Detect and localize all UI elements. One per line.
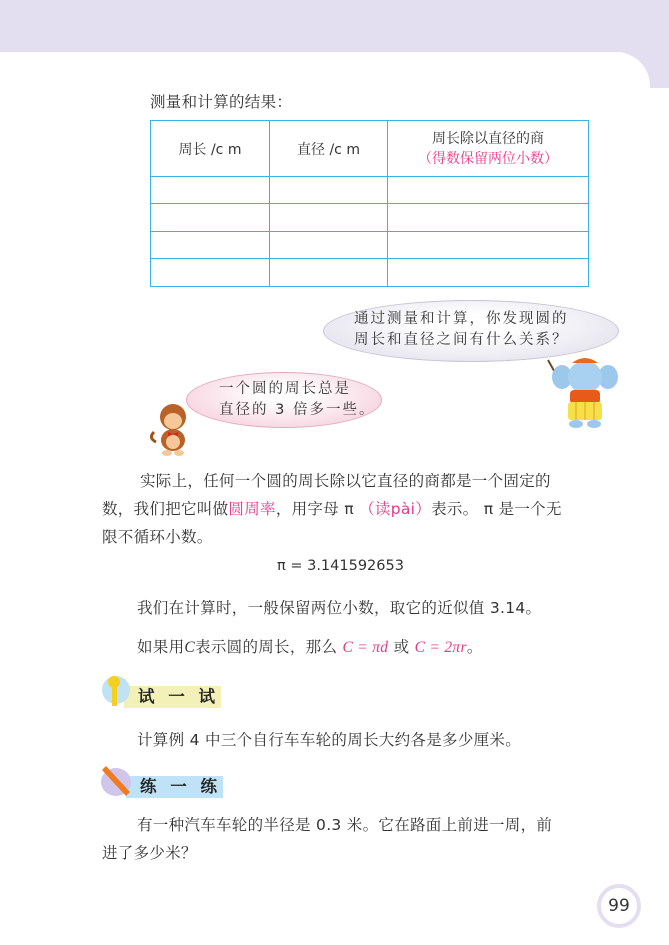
elephant-illustration	[540, 355, 620, 430]
text: 如果用	[137, 638, 185, 656]
monkey-bubble-text	[219, 379, 375, 421]
header-diameter: 直径 /c m	[270, 121, 388, 177]
monkey-illustration	[148, 402, 198, 458]
bubble-line: 一个圆的周长总是	[219, 381, 351, 397]
text: 表示。 π 是一个无	[431, 500, 562, 518]
var-c: C	[184, 639, 196, 656]
header-circumference: 周长 /c m	[151, 121, 270, 177]
table-row	[151, 204, 589, 232]
tab-corner	[560, 52, 650, 112]
bubble-line: 通过测量和计算，你发现圆的	[354, 311, 569, 327]
table-row	[151, 259, 589, 287]
practice-heading: 练 一 练	[126, 776, 223, 798]
approx-text: 我们在计算时，一般保留两位小数，取它的近似值 3.14。	[137, 599, 542, 617]
text: 。	[466, 638, 483, 656]
header-band	[0, 0, 669, 52]
text: 数，我们把它叫做	[102, 500, 229, 518]
intro-text: 测量和计算的结果：	[150, 93, 293, 111]
page-number: 99	[597, 884, 641, 928]
text: ，用字母 π	[275, 500, 360, 518]
pi-value: π = 3.141592653	[277, 558, 404, 574]
pencil-icon	[100, 760, 136, 800]
para1-line2	[102, 497, 562, 519]
bubble-line: 周长和直径之间有什么关系？	[354, 332, 569, 348]
key-icon	[100, 672, 134, 710]
text: 或	[388, 638, 415, 656]
try-heading: 试 一 试	[124, 686, 221, 708]
table-row	[151, 232, 589, 259]
quotient-label: 周长除以直径的商	[432, 130, 544, 147]
term-pi: 圆周率	[228, 500, 276, 518]
para1-line1: 实际上，任何一个圆的周长除以它直径的商都是一个固定的	[140, 472, 551, 490]
header-quotient	[388, 121, 589, 177]
results-table	[150, 120, 589, 287]
quotient-note: （得数保留两位小数）	[418, 150, 558, 167]
pronunciation: （读pài）	[359, 500, 432, 518]
table-row	[151, 177, 589, 204]
elephant-bubble-text	[354, 309, 569, 351]
practice-line1: 有一种汽车车轮的半径是 0.3 米。它在路面上前进一周，前	[137, 816, 553, 834]
para1-line3: 限不循环小数。	[102, 528, 213, 546]
practice-line2: 进了多少米？	[102, 844, 197, 862]
try-text: 计算例 4 中三个自行车车轮的周长大约各是多少厘米。	[137, 731, 522, 749]
formula-diameter: C = πd	[342, 639, 389, 656]
formula-radius: C = 2πr	[414, 639, 467, 656]
text: 表示圆的周长，那么	[195, 638, 343, 656]
bubble-line: 直径的 3 倍多一些。	[219, 402, 376, 418]
formula-text	[137, 635, 483, 657]
